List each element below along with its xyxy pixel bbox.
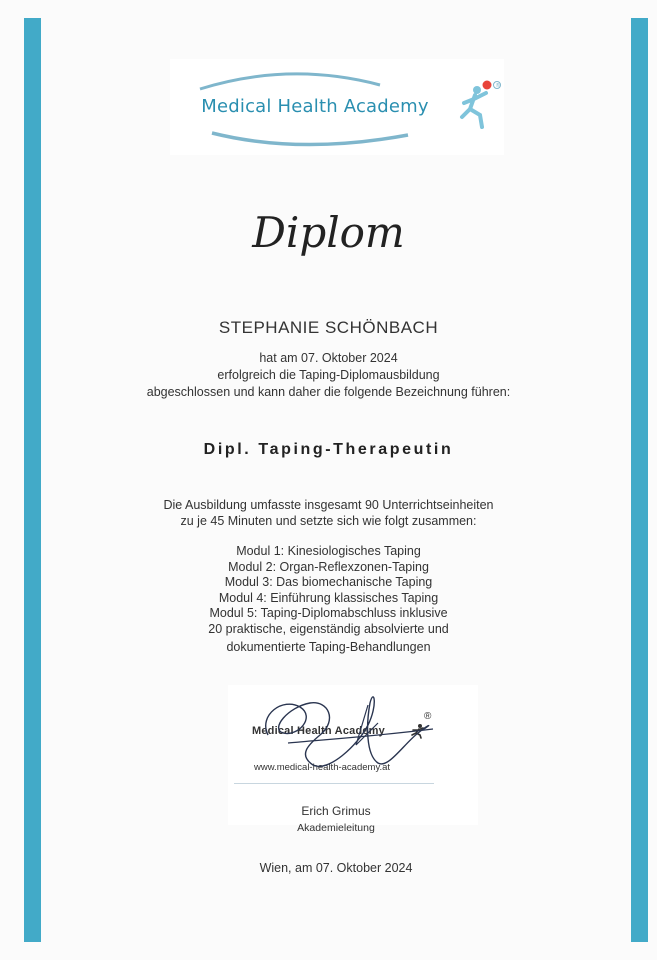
module-item: 20 praktische, eigenständig absolvierte und bbox=[208, 621, 449, 636]
certificate-title: Diplom bbox=[252, 208, 405, 257]
module-item: Modul 5: Taping-Diplomabschluss inklusive bbox=[209, 606, 448, 620]
module-item: Modul 2: Organ-Reflexzonen-Taping bbox=[228, 559, 429, 574]
module-item: dokumentierte Taping-Behandlungen bbox=[226, 640, 431, 654]
module-item: Modul 4: Einführung klassisches Taping bbox=[218, 590, 439, 605]
degree-title: Dipl. Taping-Therapeutin bbox=[203, 441, 454, 458]
signer-role: Akademieleitung bbox=[297, 822, 375, 834]
right-border-stripe bbox=[631, 18, 648, 942]
intro-line: erfolgreich die Taping-Diplomausbildung bbox=[217, 368, 440, 382]
scope-line: Die Ausbildung umfasste insgesamt 90 Unterrichtseinheiten bbox=[163, 498, 494, 512]
module-item: Modul 3: Das biomechanische Taping bbox=[224, 575, 433, 589]
module-list bbox=[0, 544, 657, 656]
signer-name: Erich Grimus bbox=[301, 804, 371, 818]
module-item: Modul 1: Kinesiologisches Taping bbox=[236, 544, 421, 558]
stamp-url: www.medical-health-academy.at bbox=[254, 762, 391, 773]
registered-mark: ® bbox=[495, 83, 501, 90]
intro-text bbox=[0, 350, 657, 401]
academy-logo bbox=[170, 59, 504, 155]
intro-line: hat am 07. Oktober 2024 bbox=[259, 351, 398, 365]
recipient-name: STEPHANIE SCHÖNBACH bbox=[218, 318, 439, 337]
runner-icon bbox=[456, 73, 504, 133]
intro-line: abgeschlossen und kann daher die folgende Bezeichnung führen: bbox=[146, 385, 511, 399]
stamp-registered-mark: ® bbox=[424, 711, 432, 722]
logo-text: Medical Health Academy bbox=[201, 96, 429, 117]
stamp-logo-text: Medical Health Academy bbox=[252, 725, 385, 737]
scope-text bbox=[0, 497, 657, 529]
scope-line: zu je 45 Minuten und setzte sich wie folgt zusammen: bbox=[180, 514, 477, 528]
place-and-date: Wien, am 07. Oktober 2024 bbox=[259, 861, 413, 875]
left-border-stripe bbox=[24, 18, 41, 942]
